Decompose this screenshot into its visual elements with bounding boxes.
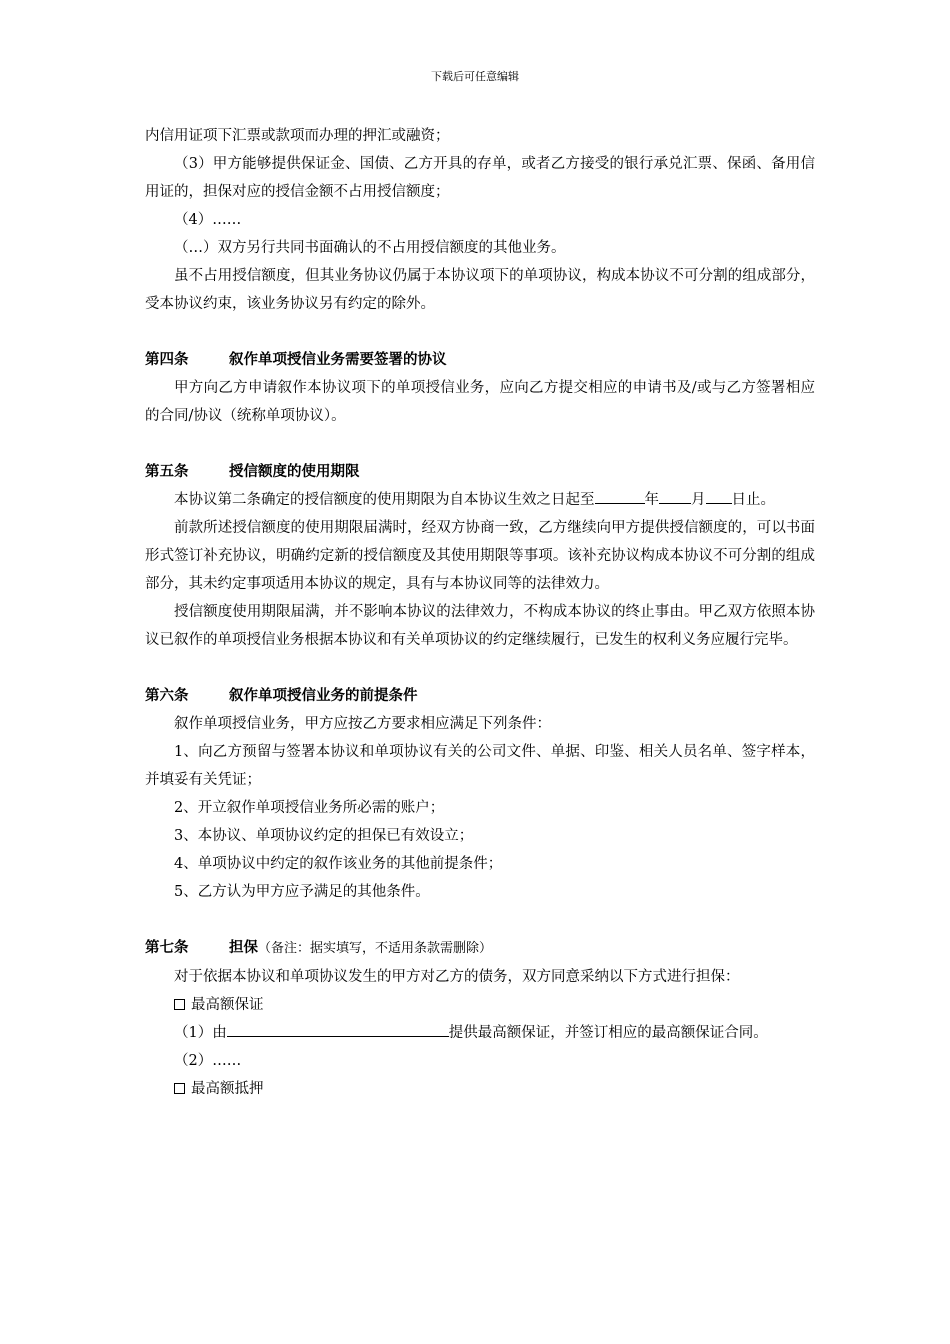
day-blank[interactable] — [706, 487, 732, 504]
list-item: （2）…… — [174, 1053, 242, 1069]
paragraph: 内信用证项下汇票或款项而办理的押汇或融资； — [145, 128, 450, 144]
paragraph: 叙作单项授信业务，甲方应按乙方要求相应满足下列条件： — [174, 716, 551, 732]
item-prefix: （1）由 — [174, 1025, 227, 1041]
list-item: （4）…… — [174, 212, 242, 228]
month-blank[interactable] — [659, 487, 691, 504]
list-item: 4、单项协议中约定的叙作该业务的其他前提条件； — [174, 856, 503, 872]
checkbox[interactable] — [174, 1083, 185, 1094]
guarantor-blank[interactable] — [227, 1020, 449, 1037]
article-number: 第七条 — [145, 940, 189, 956]
article-title: 叙作单项授信业务的前提条件 — [229, 688, 418, 704]
item-text: 提供最高额保证，并签订相应的最高额保证合同。 — [448, 1025, 768, 1041]
list-item: 5、乙方认为甲方应予满足的其他条件。 — [174, 884, 430, 900]
article-6-heading — [145, 682, 815, 710]
option-label: 最高额抵押 — [191, 1081, 264, 1097]
year-label: 年 — [644, 492, 659, 508]
article-number: 第六条 — [145, 688, 189, 704]
paragraph-term — [145, 486, 815, 514]
month-label: 月 — [691, 492, 706, 508]
paragraph: 授信额度使用期限届满，并不影响本协议的法律效力，不构成本协议的终止事由。甲乙双方依照本协议已叙作的单项授信业务根据本协议和有关单项协议的约定继续履行，已发生的权利义务应履行完毕。 — [145, 604, 815, 648]
list-item: （3）甲方能够提供保证金、国债、乙方开具的存单，或者乙方接受的银行承兑汇票、保函、备用信用证的，担保对应的授信金额不占用授信额度； — [145, 156, 815, 200]
term-text: 本协议第二条确定的授信额度的使用期限为自本协议生效之日起至 — [174, 492, 595, 508]
guarantor-line — [145, 1019, 815, 1047]
article-4-heading — [145, 346, 815, 374]
year-blank[interactable] — [595, 487, 645, 504]
option-label: 最高额保证 — [191, 997, 264, 1013]
header-note: 下载后可任意编辑 — [431, 70, 519, 83]
article-5-heading — [145, 458, 815, 486]
document-body — [145, 122, 815, 1103]
paragraph: 甲方向乙方申请叙作本协议项下的单项授信业务，应向乙方提交相应的申请书及/或与乙方签署相应的合同/协议（统称单项协议）。 — [145, 380, 815, 424]
term-end: 日止。 — [731, 492, 775, 508]
article-number: 第四条 — [145, 352, 189, 368]
list-item: 3、本协议、单项协议约定的担保已有效设立； — [174, 828, 474, 844]
paragraph: 虽不占用授信额度，但其业务协议仍属于本协议项下的单项协议，构成本协议不可分割的组成部分，受本协议约束，该业务协议另有约定的除外。 — [145, 268, 815, 312]
list-item: （…）双方另行共同书面确认的不占用授信额度的其他业务。 — [174, 240, 566, 256]
list-item: 1、向乙方预留与签署本协议和单项协议有关的公司文件、单据、印鉴、相关人员名单、签字样本，并填妥有关凭证； — [145, 744, 815, 788]
paragraph: 前款所述授信额度的使用期限届满时，经双方协商一致，乙方继续向甲方提供授信额度的，可以书面形式签订补充协议，明确约定新的授信额度及其使用期限等事项。该补充协议构成本协议不可分割的组成部分，其未约定事项适用本协议的规定，具有与本协议同等的法律效力。 — [145, 520, 815, 592]
list-item: 2、开立叙作单项授信业务所必需的账户； — [174, 800, 445, 816]
paragraph: 对于依据本协议和单项协议发生的甲方对乙方的债务，双方同意采纳以下方式进行担保： — [174, 969, 740, 985]
article-title: 授信额度的使用期限 — [229, 464, 360, 480]
article-number: 第五条 — [145, 464, 189, 480]
option-max-guarantee[interactable] — [145, 991, 815, 1019]
article-7-heading — [145, 934, 815, 963]
checkbox[interactable] — [174, 999, 185, 1010]
option-max-mortgage[interactable] — [145, 1075, 815, 1103]
article-note: （备注：据实填写，不适用条款需删除） — [258, 941, 493, 956]
article-title: 担保 — [229, 940, 258, 956]
article-title: 叙作单项授信业务需要签署的协议 — [229, 352, 447, 368]
